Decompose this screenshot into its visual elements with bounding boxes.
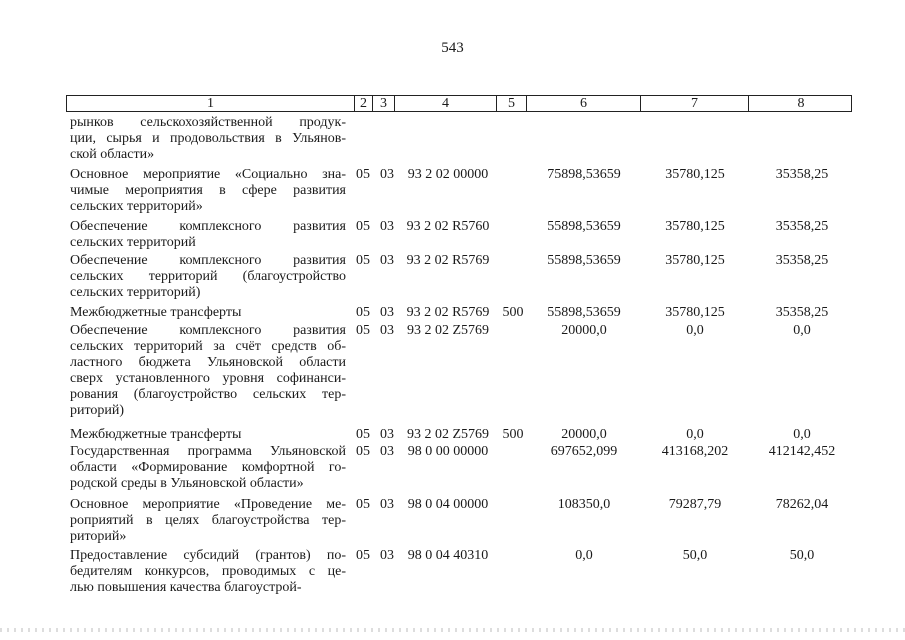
section-code: 05: [356, 219, 370, 234]
header-col-2: 2: [355, 96, 373, 111]
row-description: [70, 167, 346, 215]
header-col-8: 8: [797, 96, 805, 111]
amount-year-1: 75898,53659: [547, 167, 621, 182]
table-header: [66, 95, 852, 112]
row-description: [70, 115, 346, 163]
description-line: Обеспечение комплексного развития: [70, 323, 346, 338]
subsection-code: 03: [380, 253, 394, 268]
description-line: Межбюджетные трансферты: [70, 305, 242, 320]
target-article-code: 93 2 02 R5769: [406, 253, 490, 268]
target-article-code: 93 2 02 R5769: [406, 305, 490, 320]
header-col-3: 3: [373, 96, 395, 111]
section-code: 05: [356, 167, 370, 182]
description-line: рынков сельскохозяйственной продук-: [70, 115, 346, 130]
amount-year-2: 35780,125: [665, 219, 725, 234]
section-code: 05: [356, 427, 370, 442]
description-line: Обеспечение комплексного развития: [70, 219, 346, 234]
amount-year-1: 20000,0: [561, 323, 607, 338]
description-line: Предоставление субсидий (грантов) по-: [70, 548, 346, 563]
subsection-code: 03: [380, 548, 394, 563]
description-line: сельских территорий: [70, 235, 196, 250]
description-line: лью повышения качества благоустрой-: [70, 580, 302, 595]
expense-type-code: 500: [502, 427, 524, 442]
amount-year-2: 413168,202: [661, 444, 729, 459]
description-line: Обеспечение комплексного развития: [70, 253, 346, 268]
description-line: Основное мероприятие «Проведение ме-: [70, 497, 346, 512]
header-col-6: 6: [527, 96, 641, 111]
amount-year-1: 55898,53659: [547, 305, 621, 320]
amount-year-3: 78262,04: [775, 497, 829, 512]
description-line: родской среды в Ульяновской области»: [70, 476, 304, 491]
section-code: 05: [356, 548, 370, 563]
amount-year-3: 35358,25: [775, 253, 829, 268]
subsection-code: 03: [380, 305, 394, 320]
expense-type-code: 500: [502, 305, 524, 320]
amount-year-1: 20000,0: [561, 427, 607, 442]
section-code: 05: [356, 497, 370, 512]
amount-year-2: 0,0: [686, 427, 704, 442]
header-col-1: 1: [67, 96, 355, 111]
description-line: бедителям конкурсов, проводимых с це-: [70, 564, 346, 579]
description-line: Государственная программа Ульяновской: [70, 444, 346, 459]
row-description: [70, 305, 346, 321]
amount-year-2: 35780,125: [665, 167, 725, 182]
description-line: сверх установленного уровня софинанси-: [70, 371, 346, 386]
row-description: [70, 219, 346, 251]
amount-year-3: 50,0: [789, 548, 815, 563]
section-code: 05: [356, 253, 370, 268]
target-article-code: 93 2 02 00000: [407, 167, 489, 182]
row-description: [70, 497, 346, 545]
amount-year-2: 0,0: [686, 323, 704, 338]
description-line: ции, сырья и продовольствия в Ульянов-: [70, 131, 346, 146]
amount-year-1: 108350,0: [557, 497, 611, 512]
subsection-code: 03: [380, 167, 394, 182]
description-line: рования (благоустройство сельских тер-: [70, 387, 346, 402]
row-description: [70, 323, 346, 419]
amount-year-2: 35780,125: [665, 253, 725, 268]
amount-year-3: 35358,25: [775, 167, 829, 182]
subsection-code: 03: [380, 497, 394, 512]
header-col-5: 5: [497, 96, 527, 111]
description-line: Основное мероприятие «Социально зна-: [70, 167, 346, 182]
section-code: 05: [356, 444, 370, 459]
amount-year-2: 35780,125: [665, 305, 725, 320]
target-article-code: 98 0 04 40310: [407, 548, 489, 563]
target-article-code: 93 2 02 Z5769: [406, 323, 490, 338]
description-line: ластного бюджета Ульяновской области: [70, 355, 346, 370]
subsection-code: 03: [380, 444, 394, 459]
description-line: Межбюджетные трансферты: [70, 427, 242, 442]
amount-year-3: 35358,25: [775, 305, 829, 320]
amount-year-2: 79287,79: [668, 497, 722, 512]
description-line: сельских территорий за счёт средств об-: [70, 339, 346, 354]
target-article-code: 98 0 04 00000: [407, 497, 489, 512]
header-col-4: 4: [395, 96, 497, 111]
description-line: области «Формирование комфортной го-: [70, 460, 346, 475]
description-line: чимые мероприятия в сфере развития: [70, 183, 346, 198]
description-line: сельских территорий»: [70, 199, 203, 214]
subsection-code: 03: [380, 427, 394, 442]
row-description: [70, 427, 346, 443]
page-number: 543: [441, 40, 464, 56]
target-article-code: 98 0 00 00000: [407, 444, 489, 459]
description-line: сельских территорий (благоустройство: [70, 269, 346, 284]
amount-year-3: 0,0: [793, 323, 811, 338]
header-col-7: 7: [641, 96, 749, 111]
amount-year-1: 55898,53659: [547, 219, 621, 234]
amount-year-3: 412142,452: [768, 444, 836, 459]
row-description: [70, 444, 346, 492]
row-description: [70, 548, 346, 596]
scan-edge-artifact: [0, 628, 905, 632]
target-article-code: 93 2 02 R5760: [406, 219, 490, 234]
amount-year-1: 0,0: [575, 548, 593, 563]
subsection-code: 03: [380, 219, 394, 234]
subsection-code: 03: [380, 323, 394, 338]
description-line: ской области»: [70, 147, 155, 162]
amount-year-2: 50,0: [682, 548, 708, 563]
target-article-code: 93 2 02 Z5769: [406, 427, 490, 442]
section-code: 05: [356, 305, 370, 320]
description-line: сельских территорий): [70, 285, 201, 300]
description-line: риторий): [70, 403, 125, 418]
description-line: риторий»: [70, 529, 127, 544]
row-description: [70, 253, 346, 301]
amount-year-1: 697652,099: [550, 444, 618, 459]
amount-year-1: 55898,53659: [547, 253, 621, 268]
section-code: 05: [356, 323, 370, 338]
description-line: роприятий в целях благоустройства тер-: [70, 513, 346, 528]
amount-year-3: 0,0: [793, 427, 811, 442]
amount-year-3: 35358,25: [775, 219, 829, 234]
